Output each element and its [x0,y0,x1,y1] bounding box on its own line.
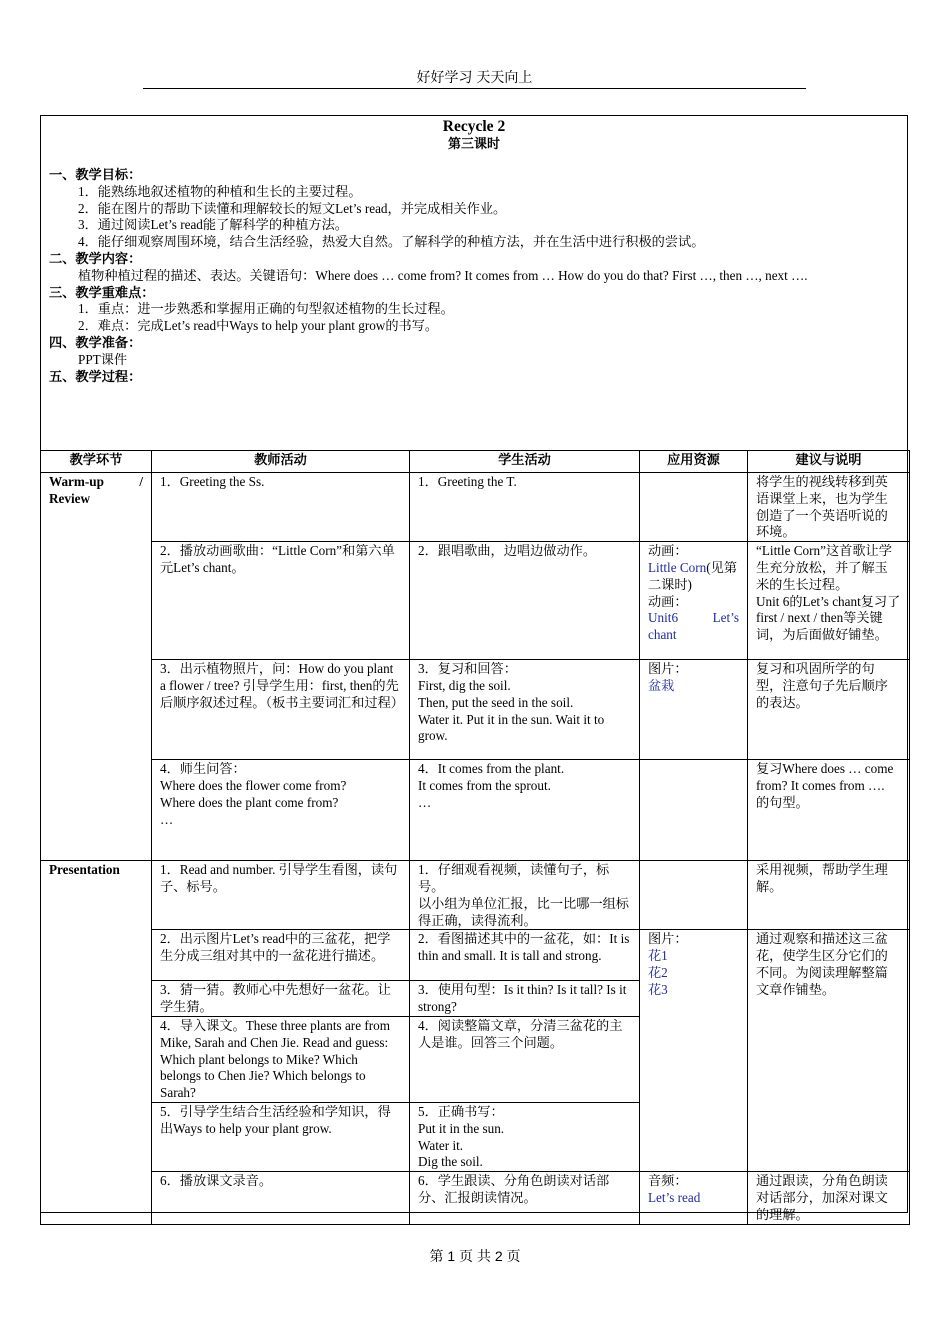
column-header: 教师活动 [152,451,410,473]
section-heading-preparation: 四、教学准备： [49,334,142,350]
table-header-row [41,451,910,473]
resource-cell [640,930,748,1172]
table-row [41,760,910,861]
section-heading-objectives: 一、教学目标： [49,167,142,182]
table-row [41,660,910,760]
student-activity [410,1102,640,1171]
column-header: 教学环节 [41,451,152,473]
table-row [41,930,910,981]
teacher-activity: 2．播放动画歌曲：“Little Corn”和第六单元Let’s chant。 [152,542,410,660]
resource-cell [640,861,748,930]
stage-label: Warm-up [49,474,104,489]
section-heading-key-points: 三、教学重难点： [49,284,155,300]
section-heading-content: 二、教学内容： [49,250,142,266]
teacher-activity: 6．播放课文录音。 [152,1172,410,1224]
student-line: It comes from the sprout. [418,777,551,793]
lesson-sections [40,167,908,385]
page-header: 好好学习 天天向上 [143,68,806,89]
note-cell [748,542,910,660]
resource-label: 动画： [648,593,688,609]
resource-link[interactable]: 花1 [648,948,668,964]
student-activity: 4．阅读整篇文章，分清三盆花的主人是谁。回答三个问题。 [410,1016,640,1102]
student-activity: 2．看图描述其中的一盆花，如：It is thin and small. It is tall and strong. [410,930,640,981]
table-row [41,542,910,660]
note-cell: 复习和巩固所学的句型，注意句子先后顺序的表达。 [748,660,910,760]
teacher-line: … [160,811,174,827]
objective-line: 2．能在图片的帮助下读懂和理解较长的短文Let’s read，并完成相关作业。 [78,200,507,216]
teacher-activity: 3．猜一猜。教师心中先想好一盆花。让学生猜。 [152,981,410,1017]
student-activity [410,660,640,760]
resource-label: 图片： [648,931,688,947]
student-activity [410,861,640,930]
student-line: 4．It comes from the plant. [418,761,565,777]
teacher-activity: 2．出示图片Let’s read中的三盆花，把学生分成三组对其中的一盆花进行描述。 [152,930,410,981]
student-activity: 3．使用句型：Is it thin? Is it tall? Is it strong? [410,981,640,1017]
resource-cell [640,760,748,861]
student-activity [410,760,640,861]
teacher-activity: 5．引导学生结合生活经验和学知识，得出Ways to help your plant grow. [152,1102,410,1171]
page-footer: 第 1 页 共 2 页 [429,1248,521,1264]
note-cell: 采用视频，帮助学生理解。 [748,861,910,930]
teacher-line: 4．师生问答： [160,761,246,777]
column-header: 学生活动 [410,451,640,473]
student-line: … [418,794,432,810]
note-text: Unit 6的Let’s chant复习了first / next / then等关键词，为后面做好铺垫。 [756,593,901,643]
stage-label: Review [49,490,91,506]
key-point-line: 2．难点：完成Let’s read中Ways to help your plant grow的书写。 [78,318,439,334]
student-line: Water it. Put it in the sun. Wait it to grow. [418,711,605,744]
note-cell: 通过跟读，分角色朗读对话部分，加深对课文的理解。 [748,1172,910,1224]
lesson-intro [40,115,908,451]
column-header: 建议与说明 [748,451,910,473]
teacher-activity: 1．Read and number. 引导学生看图，读句子、标号。 [152,861,410,930]
preparation-line: PPT课件 [78,351,128,367]
resource-cell [640,1172,748,1224]
objective-line: 1．能熟练地叙述植物的种植和生长的主要过程。 [78,183,362,199]
resource-cell [640,473,748,542]
student-line: First, dig the soil. [418,677,511,693]
student-line: Dig the soil. [418,1154,483,1170]
lesson-subtitle: 第三课时 [447,136,500,151]
student-activity: 1．Greeting the T. [410,473,640,542]
stage-cell-warmup [41,473,152,861]
resource-link[interactable]: Unit6 [648,610,679,626]
resource-link[interactable]: Let’s read [648,1189,701,1205]
resource-link[interactable]: Little Corn [648,559,707,575]
resource-label: 图片： [648,661,688,677]
teacher-activity [152,760,410,861]
resource-cell [640,660,748,760]
teacher-line: Where does the plant come from? [160,794,339,810]
objective-line: 4．能仔细观察周围环境，结合生活经验，热爱大自然。了解科学的种植方法，并在生活中进行积极的尝试。 [78,234,705,250]
column-header: 应用资源 [640,451,748,473]
note-cell: 复习Where does … come from? It comes from …. 的句型。 [748,760,910,861]
note-cell: 将学生的视线转移到英语课堂上来，也为学生创造了一个英语听说的环境。 [748,473,910,542]
student-line: 3．复习和回答： [418,661,517,677]
resource-link[interactable]: 花3 [648,981,668,997]
student-line: Put it in the sun. [418,1120,505,1136]
table-row [41,473,910,542]
resource-link[interactable]: 花2 [648,964,668,980]
student-line: 1．仔细观看视频，读懂句子，标号。 [418,862,610,894]
student-line: Then, put the seed in the soil. [418,694,574,710]
resource-link[interactable]: 盆栽 [648,677,675,693]
teacher-line: Where does the flower come from? [160,777,347,793]
resource-label: 动画： [648,543,688,559]
table-row [41,1172,910,1224]
resource-label: 音频： [648,1173,688,1189]
lesson-title: Recycle 2 [442,118,506,135]
content-line: 植物种植过程的描述、表达。关键语句：Where does … come from? It comes from … How do you do that? First …, then …, next …. [78,267,808,283]
note-text: “Little Corn”这首歌让学生充分放松，并了解玉米的生长过程。 [756,543,892,592]
resource-link[interactable]: chant [648,627,677,643]
teacher-activity: 4．导入课文。These three plants are from Mike, Sarah and Chen Jie. Read and guess: Which plant belongs to Mike? Which belongs to Chen Jie? Which belongs to Sarah? [152,1016,410,1102]
teacher-activity: 3．出示植物照片，问：How do you plant a flower / tree? 引导学生用：first, then的先后顺序叙述过程。（板书主要词汇和过程） [152,660,410,760]
resource-text: (见第二课时) [648,559,738,592]
objective-line: 3．通过阅读Let’s read能了解科学的种植方法。 [78,217,348,233]
table-row [41,861,910,930]
student-activity: 2．跟唱歌曲，边唱边做动作。 [410,542,640,660]
teacher-activity: 1．Greeting the Ss. [152,473,410,542]
stage-cell-presentation: Presentation [41,861,152,1224]
student-activity: 6．学生跟读、分角色朗读对话部分、汇报朗读情况。 [410,1172,640,1224]
section-heading-process: 五、教学过程： [49,368,142,384]
stage-label-slash: / [139,474,143,489]
note-cell: 通过观察和描述这三盆花，使学生区分它们的不同。为阅读理解整篇文章作铺垫。 [748,930,910,1172]
student-line: 以小组为单位汇报，比一比哪一组标得正确，读得流利。 [418,895,629,928]
student-line: Water it. [418,1137,464,1153]
key-point-line: 1．重点：进一步熟悉和掌握用正确的句型叙述植物的生长过程。 [78,301,454,317]
resource-cell [640,542,748,660]
lesson-plan-table [40,450,910,1225]
student-line: 5．正确书写： [418,1103,504,1119]
resource-link[interactable]: Let’s [712,610,739,626]
